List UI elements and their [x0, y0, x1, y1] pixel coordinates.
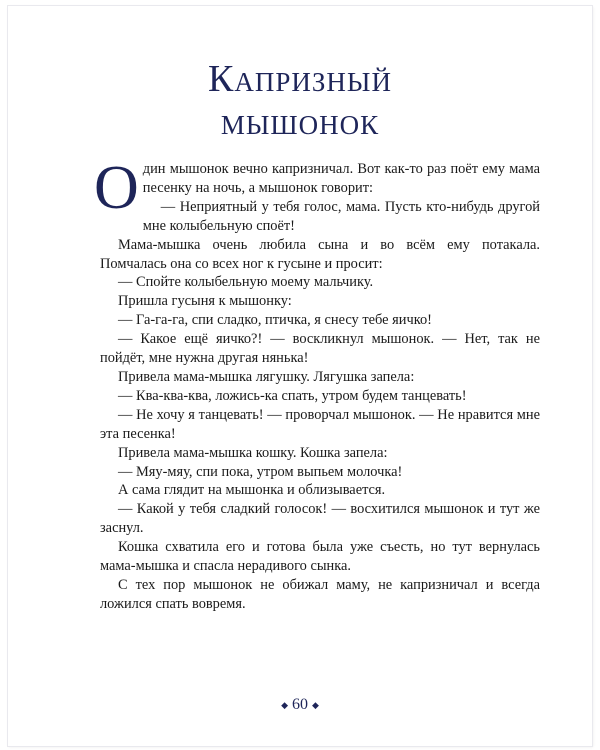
page-title [8, 58, 592, 144]
paragraph-6: — Га-га-га, спи сладко, птичка, я снесу тебе яичко! [118, 312, 432, 329]
paragraph-10: — Не хочу я танцевать! — проворчал мышонок. — Не нравится мне эта песенка! [100, 406, 540, 442]
ornament-left-icon: ◆ [281, 699, 288, 710]
paragraph-11: Привела мама-мышка кошку. Кошка запела: [118, 444, 388, 461]
story-text [94, 154, 540, 614]
title-line-1: Капризный [208, 58, 392, 100]
paragraph-12: — Мяу-мяу, спи пока, утром выпьем молочка! [118, 463, 403, 480]
page-number-value: 60 [292, 696, 308, 713]
drop-cap: О [94, 154, 139, 222]
paragraph-4: — Спойте колыбельную моему мальчику. [118, 274, 374, 291]
paragraph-9: — Ква-ква-ква, ложись-ка спать, утром будем танцевать! [118, 387, 467, 404]
paragraph-1-text: дин мышонок вечно капризничал. Вот как-то раз поёт ему мама песенку на ночь, а мышонок говорит: [142, 161, 540, 196]
paragraph-5: Пришла гусыня к мышонку: [118, 293, 292, 310]
paragraph-16: С тех пор мышонок не обижал маму, не капризничал и всегда ложился спать вовремя. [100, 576, 540, 612]
paragraph-14: — Какой у тебя сладкий голосок! — восхитился мышонок и тут же заснул. [100, 501, 540, 537]
paragraph-13: А сама глядит на мышонка и облизывается. [118, 482, 386, 499]
page-number [8, 696, 592, 714]
ornament-right-icon: ◆ [312, 699, 319, 710]
paragraph-3: Мама-мышка очень любила сына и во всём ему потакала. Помчалась она со всех ног к гусыне и просит: [100, 236, 540, 272]
paragraph-8: Привела мама-мышка лягушку. Лягушка запела: [118, 368, 415, 385]
book-page [8, 6, 592, 746]
paragraph-2: — Неприятный у тебя голос, мама. Пусть кто-нибудь другой мне колыбельную споёт! [142, 198, 540, 234]
title-line-2: мышонок [220, 101, 380, 143]
paragraph-7: — Какое ещё яичко?! — воскликнул мышонок. — Нет, так не пойдёт, мне нужна другая нянька! [100, 331, 540, 367]
paragraph-15: Кошка схватила его и готова была уже съесть, но тут вернулась мама-мышка и спасла нерадивого сынка. [100, 539, 540, 575]
